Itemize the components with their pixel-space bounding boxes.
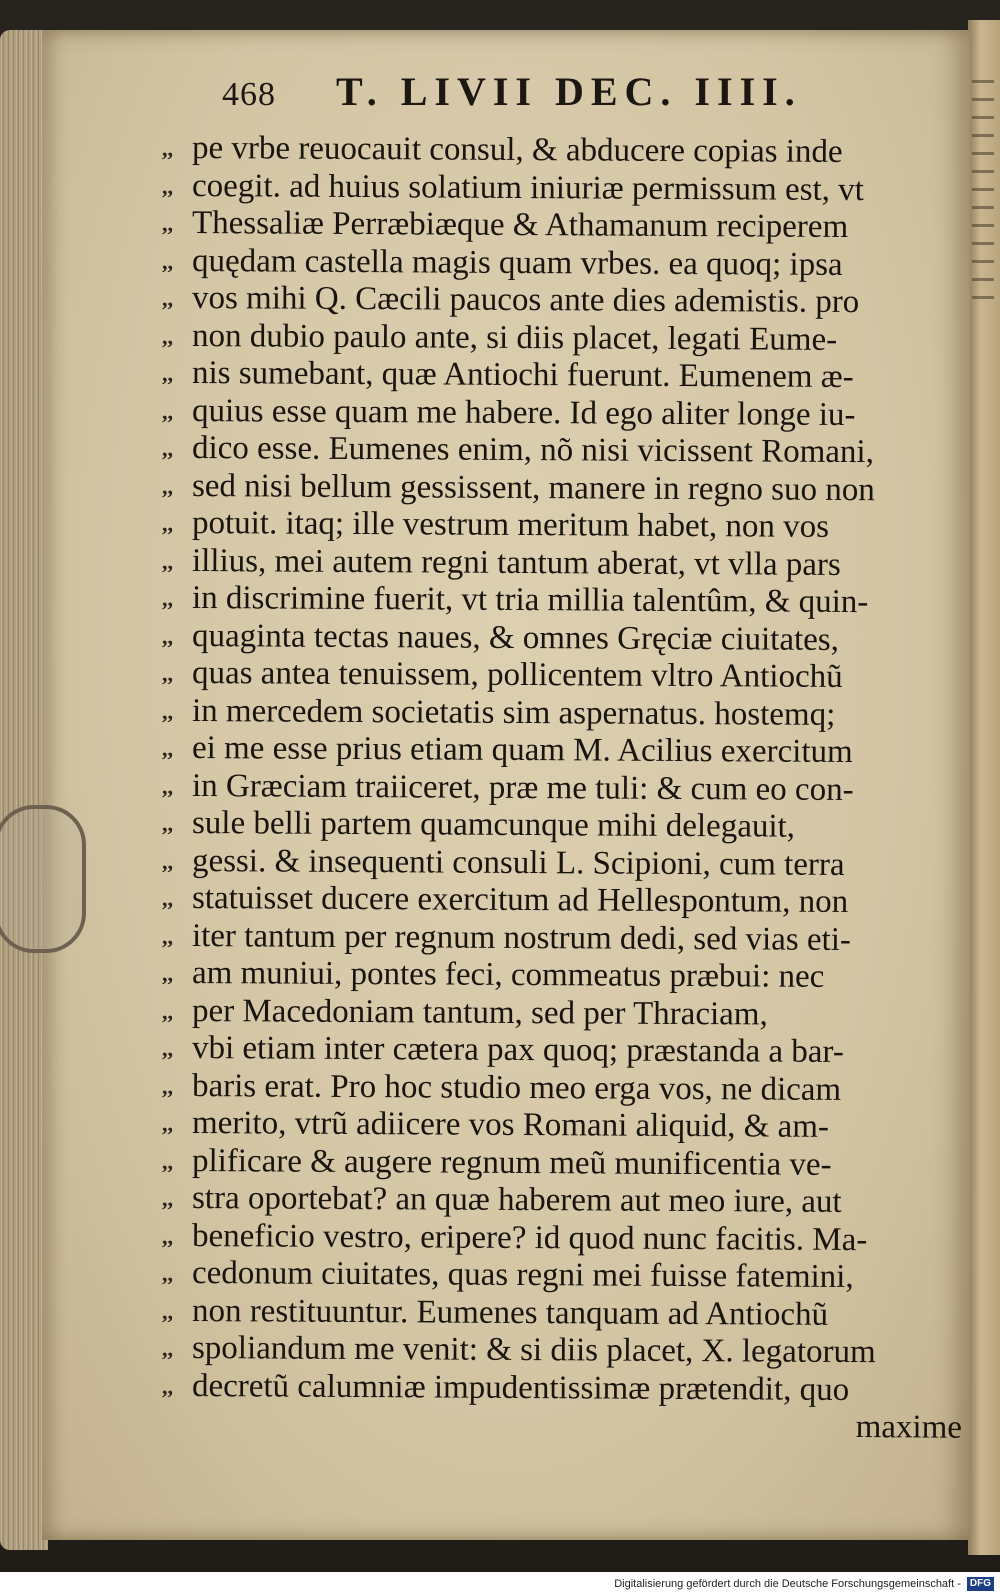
quote-mark: ,,	[161, 735, 174, 761]
quote-mark: ,,	[161, 473, 174, 499]
line-text: spoliandum me venit: & si diis placet, X. legatorum	[191, 1330, 876, 1371]
text-line	[161, 430, 982, 472]
footer-credit: Digitalisierung gefördert durch die Deutsche Forschungsgemeinschaft -	[614, 1578, 961, 1590]
quote-mark: ,,	[161, 848, 174, 874]
text-line	[161, 992, 982, 1035]
quote-mark: ,,	[161, 623, 174, 649]
quote-mark: ,,	[161, 1110, 174, 1136]
text-line	[161, 1330, 982, 1372]
running-head	[222, 68, 902, 115]
quote-mark: ,,	[161, 285, 174, 311]
footer	[0, 1572, 1000, 1596]
book-clasp	[0, 805, 86, 953]
text-line	[161, 692, 982, 735]
line-text: ei me esse prius etiam quam M. Acilius exercitum	[191, 730, 853, 771]
line-text: coegit. ad huius solatium iniuriæ permissum est, vt	[191, 167, 864, 208]
line-text: non restituuntur. Eumenes tanquam ad Antiochũ	[191, 1292, 829, 1333]
line-text: dico esse. Eumenes enim, nõ nisi vicissent Romani,	[191, 430, 875, 471]
line-text: gessi. & insequenti consuli L. Scipioni, cum terra	[191, 842, 845, 883]
quote-mark: ,,	[161, 510, 174, 536]
dfg-logo: DFG	[967, 1577, 994, 1591]
line-text: illius, mei autem regni tantum aberat, vt vlla pars	[191, 542, 841, 583]
quote-mark: ,,	[161, 1148, 174, 1174]
quote-mark: ,,	[161, 323, 174, 349]
line-text: non dubio paulo ante, si diis placet, legati Eume-	[191, 317, 838, 358]
quote-mark: ,,	[161, 173, 174, 199]
quote-mark: ,,	[161, 1335, 174, 1361]
quote-mark: ,,	[161, 398, 174, 424]
text-line	[161, 917, 982, 960]
quote-mark: ,,	[161, 548, 174, 574]
quote-mark: ,,	[161, 210, 174, 236]
book-page	[42, 30, 970, 1540]
line-text: plificare & augere regnum meũ munificentia ve-	[191, 1142, 832, 1183]
line-text: am muniui, pontes feci, commeatus præbui: nec	[191, 955, 825, 995]
text-line	[161, 317, 982, 360]
text-line	[161, 205, 982, 247]
quote-mark: ,,	[161, 1035, 174, 1061]
running-head-title: T. LIVII DEC. IIII.	[336, 69, 802, 114]
quote-mark: ,,	[161, 998, 174, 1024]
line-text: quaginta tectas naues, & omnes Gręciæ ciuitates,	[191, 617, 840, 658]
line-text: pe vrbe reuocauit consul, & abducere copias inde	[191, 130, 843, 170]
line-text: baris erat. Pro hoc studio meo erga vos, ne dicam	[191, 1067, 842, 1108]
text-line	[161, 580, 982, 622]
text-line	[161, 1105, 982, 1147]
quote-mark: ,,	[161, 1298, 174, 1324]
text-block	[161, 130, 982, 1446]
quote-mark: ,,	[161, 960, 174, 986]
line-text: sule belli partem quamcunque mihi delegauit,	[191, 805, 796, 845]
line-text: quas antea tenuissem, pollicentem vltro Antiochũ	[191, 655, 843, 695]
text-line	[161, 167, 982, 210]
line-text: decretũ calumniæ impudentissimæ prætendit, quo	[191, 1367, 850, 1408]
quote-mark: ,,	[161, 885, 174, 911]
text-line	[161, 805, 982, 847]
text-line	[161, 130, 982, 172]
text-line	[161, 730, 982, 772]
text-line	[161, 880, 982, 922]
line-text: vbi etiam inter cætera pax quoq; præstanda a bar-	[191, 1030, 844, 1070]
line-text: iter tantum per regnum nostrum dedi, sed vias eti-	[191, 917, 852, 958]
line-text: quius esse quam me habere. Id ego aliter longe iu-	[191, 392, 856, 433]
quote-mark: ,,	[161, 135, 174, 161]
line-text: in discrimine fuerit, vt tria millia talentûm, & quin-	[191, 580, 869, 621]
quote-mark: ,,	[161, 248, 174, 274]
quote-mark: ,,	[161, 1185, 174, 1211]
text-line	[161, 392, 982, 435]
text-line	[161, 1255, 982, 1297]
text-line	[161, 767, 982, 810]
text-line	[161, 505, 982, 547]
line-text: statuisset ducere exercitum ad Hellespontum, non	[191, 880, 849, 921]
line-text: Thessaliæ Perræbiæque & Athamanum reciperem	[191, 205, 849, 246]
line-text: in Græciam traiiceret, præ me tuli: & cum eo con-	[191, 767, 854, 808]
quote-mark: ,,	[161, 585, 174, 611]
line-text: beneficio vestro, eripere? id quod nunc facitis. Ma-	[191, 1217, 868, 1258]
text-line	[161, 467, 982, 510]
line-text: stra oportebat? an quæ haberem aut meo iure, aut	[191, 1180, 842, 1220]
line-text: in mercedem societatis sim aspernatus. hostemq;	[191, 692, 836, 733]
text-line	[161, 1067, 982, 1110]
page-number: 468	[222, 76, 276, 113]
line-text: potuit. itaq; ille vestrum meritum habet, non vos	[191, 505, 830, 545]
text-line	[161, 1367, 982, 1410]
text-line	[161, 1142, 982, 1185]
quote-mark: ,,	[161, 1260, 174, 1286]
text-line	[161, 1292, 982, 1335]
text-line	[161, 280, 982, 322]
quote-mark: ,,	[161, 435, 174, 461]
line-text: merito, vtrũ adiicere vos Romani aliquid, & am-	[191, 1105, 830, 1145]
text-line	[161, 1030, 982, 1072]
line-text: cedonum ciuitates, quas regni mei fuisse fatemini,	[191, 1255, 854, 1296]
quote-mark: ,,	[161, 1223, 174, 1249]
quote-mark: ,,	[161, 1073, 174, 1099]
text-line	[161, 542, 982, 585]
text-line	[161, 1180, 982, 1222]
quote-mark: ,,	[161, 810, 174, 836]
quote-mark: ,,	[161, 360, 174, 386]
quote-mark: ,,	[161, 660, 174, 686]
quote-mark: ,,	[161, 773, 174, 799]
page-edges	[0, 30, 48, 1550]
line-text: per Macedoniam tantum, sed per Thraciam,	[191, 992, 768, 1033]
line-text: sed nisi bellum gessissent, manere in regno suo non	[191, 467, 875, 508]
catchword: maxime	[855, 1409, 963, 1446]
line-text: vos mihi Q. Cæcili paucos ante dies ademistis. pro	[191, 280, 860, 321]
text-line	[161, 1217, 982, 1260]
text-line	[161, 842, 982, 885]
text-line	[161, 955, 982, 997]
line-text: quędam castella magis quam vrbes. ea quoq; ipsa	[191, 242, 843, 283]
quote-mark: ,,	[161, 1373, 174, 1399]
text-line	[161, 355, 982, 397]
text-line	[161, 617, 982, 660]
text-line	[161, 655, 982, 697]
line-text: nis sumebant, quæ Antiochi fuerunt. Eumenem æ-	[191, 355, 854, 396]
quote-mark: ,,	[161, 923, 174, 949]
text-line	[161, 242, 982, 285]
quote-mark: ,,	[161, 698, 174, 724]
